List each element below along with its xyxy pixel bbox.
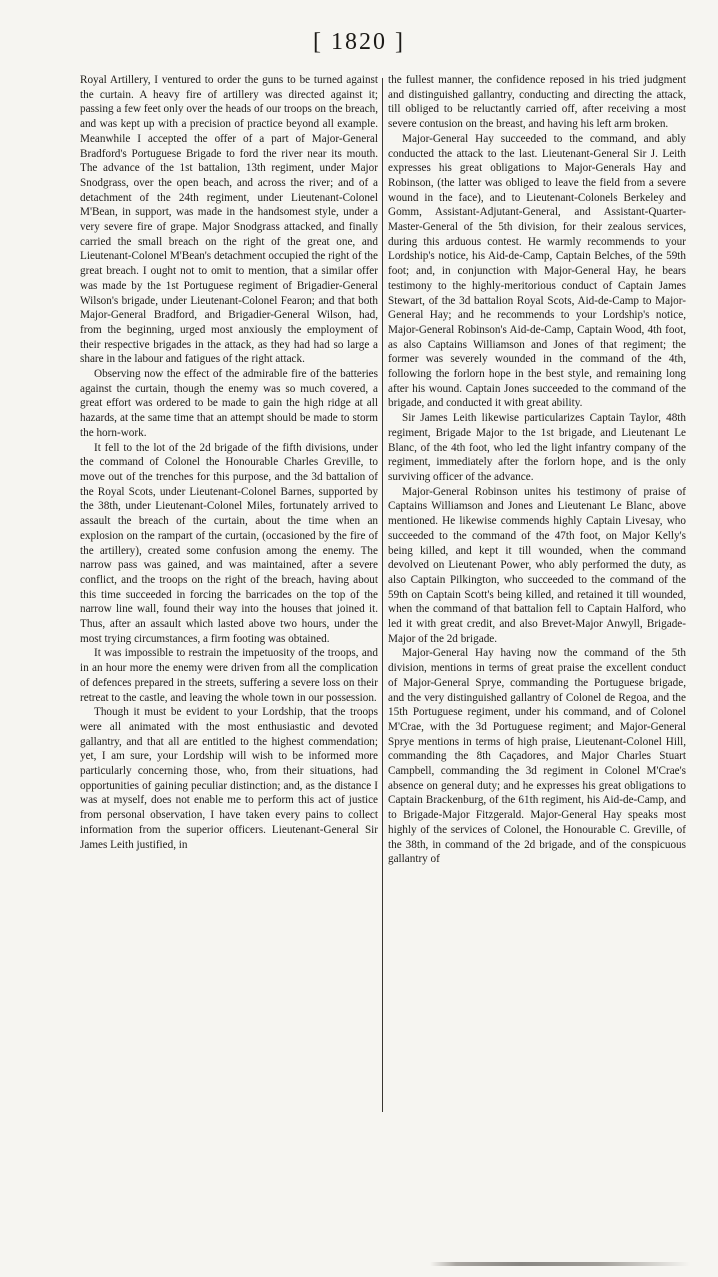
page-number: [ 1820 ] <box>313 29 405 55</box>
paragraph: Major-General Robinson unites his testimony of praise of Captains Williamson and Jones and Lieutenant Le Blanc, above mentioned. He likewise commends highly Captain Livesay, who succeeded to the command of the 47th foot, on Major Kelly's being killed, and kept it till wounded, when the command devolved on Lieutenant Power, who ably performed the duty, as also Captain Pilkington, who succeeded to the command of the 59th on Captain Scott's being killed, and retained it till wounded, when the command of that battalion fell to Captain Halford, who led it with great credit, and also Brevet-Major Anwyll, Brigade-Major of the 2d brigade. <box>388 485 686 645</box>
print-smudge <box>430 1262 690 1266</box>
paragraph: Royal Artillery, I ventured to order the guns to be turned against the curtain. A heavy fire of artillery was directed against it; passing a few feet only over the heads of our troops on the breach, and was kept up with a precision of practice beyond all example. Meanwhile I accepted the offer of a part of Major-General Bradford's Portuguese Brigade to ford the river near its mouth. The advance of the 1st battalion, 13th regiment, under Major Snodgrass, over the open beach, and across the river; and of a detachment of the 24th regiment, under Lieutenant-Colonel M'Bean, in support, was made in the handsomest style, under a very severe fire of grape. Major Snodgrass attacked, and finally carried the small breach on the right of the great one, and Lieutenant-Colonel M'Bean's detachment occupied the right of the great breach. I ought not to omit to mention, that a similar offer was made by the 1st Portuguese regiment of Brigadier-General Wilson's brigade, under Lieutenant-Colonel Fearon; and that both Major-General Bradford, and Brigadier-General Wilson, had, from the beginning, urged most anxiously the employment of their respective brigades in the attack, as they had had so large a share in the labour and fatigues of the right attack. <box>80 74 378 366</box>
paragraph: the fullest manner, the confidence reposed in his tried judgment and distinguished gallantry, conducting and directing the attack, till obliged to be reluctantly carried off, after receiving a most severe contusion on the breast, and having his left arm broken. <box>388 74 686 131</box>
paragraph: It fell to the lot of the 2d brigade of the fifth divisions, under the command of Colonel the Honourable Charles Greville, to move out of the trenches for this purpose, and the 3d battalion of the Royal Scots, under Lieutenant-Colonel Barnes, supported by the 38th, under Lieutenant-Colonel Miles, fortunately arrived to assault the breach of the curtain, about the time when an explosion on the rampart of the curtain, (occasioned by the fire of the artillery), created some confusion among the enemy. The narrow pass was gained, and was maintained, after a severe conflict, and the troops on the right of the breach, having about this time succeeded in forcing the barricades on the top of the narrow line wall, found their way into the houses that joined it. Thus, after an assault which lasted above two hours, under the most trying circumstances, a firm footing was obtained. <box>80 441 378 645</box>
paragraph: Sir James Leith likewise particularizes Captain Taylor, 48th regiment, Brigade Major to the 1st brigade, and Lieutenant Le Blanc, of the 4th foot, who led the light infantry company of the regiment, immediately after the forlorn hope, and is the only surviving officer of the advance. <box>388 412 686 483</box>
right-column <box>388 73 686 867</box>
paragraph: Observing now the effect of the admirable fire of the batteries against the curtain, though the enemy was so much covered, a great effort was ordered to be made to gain the high ridge at all hazards, at the same time that an attempt should be made to storm the horn-work. <box>80 368 378 439</box>
paragraph: Major-General Hay having now the command of the 5th division, mentions in terms of great praise the excellent conduct of Major-General Sprye, commanding the Portuguese brigade, and the very distinguished gallantry of Colonel de Regoa, and the 15th Portuguese regiment, under his command, and of Colonel M'Crae, with the 3d Portuguese regiment; and Major-General Sprye mentions in terms of high praise, Lieutenant-Colonel Hill, commanding the 8th Caçadores, and Major Charles Stuart Campbell, commanding the 3d regiment in Colonel M'Crae's absence on general duty; and he expresses his great obligations to Captain Brackenburg, of the 61th regiment, his Aid-de-Camp, and to Brigade-Major Fitzgerald. Major-General Hay speaks most highly of the services of Colonel, the Honourable C. Greville, of the 38th, in command of the 2d brigade, and of the conspicuous gallantry of <box>388 647 686 866</box>
left-column <box>80 73 378 852</box>
paragraph: Major-General Hay succeeded to the command, and ably conducted the attack to the last. Lieutenant-General Sir J. Leith expresses his great obligations to Major-Generals Hay and Robinson, (the latter was obliged to leave the field from a severe wound in the face), and to Lieutenant-Colonels Berkeley and Gomm, Assistant-Adjutant-General, and Assistant-Quarter-Master-General of the 5th division, for their zealous services, during this arduous contest. He warmly recommends to your Lordship's notice, his Aid-de-Camp, Captain Belches, of the 59th foot; and, in conjunction with Major-General Hay, he bears testimony to the highly-meritorious conduct of Captain James Stewart, of the 3d battalion Royal Scots, Aid-de-Camp to Major-General Hay; and he recommends to your Lordship's notice, Major-General Robinson's Aid-de-Camp, Captain Wood, 4th foot, as also Captains Williamson and Jones of that regiment; the former was severely wounded in the command of the 4th, following the forlorn hope in the best style, and remaining long after his wound. Captain Jones succeeded to the command of the brigade, and conducted it with great ability. <box>388 132 686 410</box>
column-divider <box>382 78 383 1112</box>
paragraph: Though it must be evident to your Lordship, that the troops were all animated with the most enthusiastic and devoted gallantry, and that all are entitled to the highest commendation; yet, I am sure, your Lordship will wish to be informed more particularly concerning those, who, from their situations, had opportunities of gaining peculiar distinction; and, as the distance I was at myself, does not enable me to perform this act of justice from personal observation, I have taken every pains to collect information from the superior officers. Lieutenant-General Sir James Leith justified, in <box>80 706 378 851</box>
paragraph: It was impossible to restrain the impetuosity of the troops, and in an hour more the enemy were driven from all the complication of defences prepared in the streets, suffering a severe loss on their retreat to the castle, and leaving the whole town in our possession. <box>80 647 378 704</box>
